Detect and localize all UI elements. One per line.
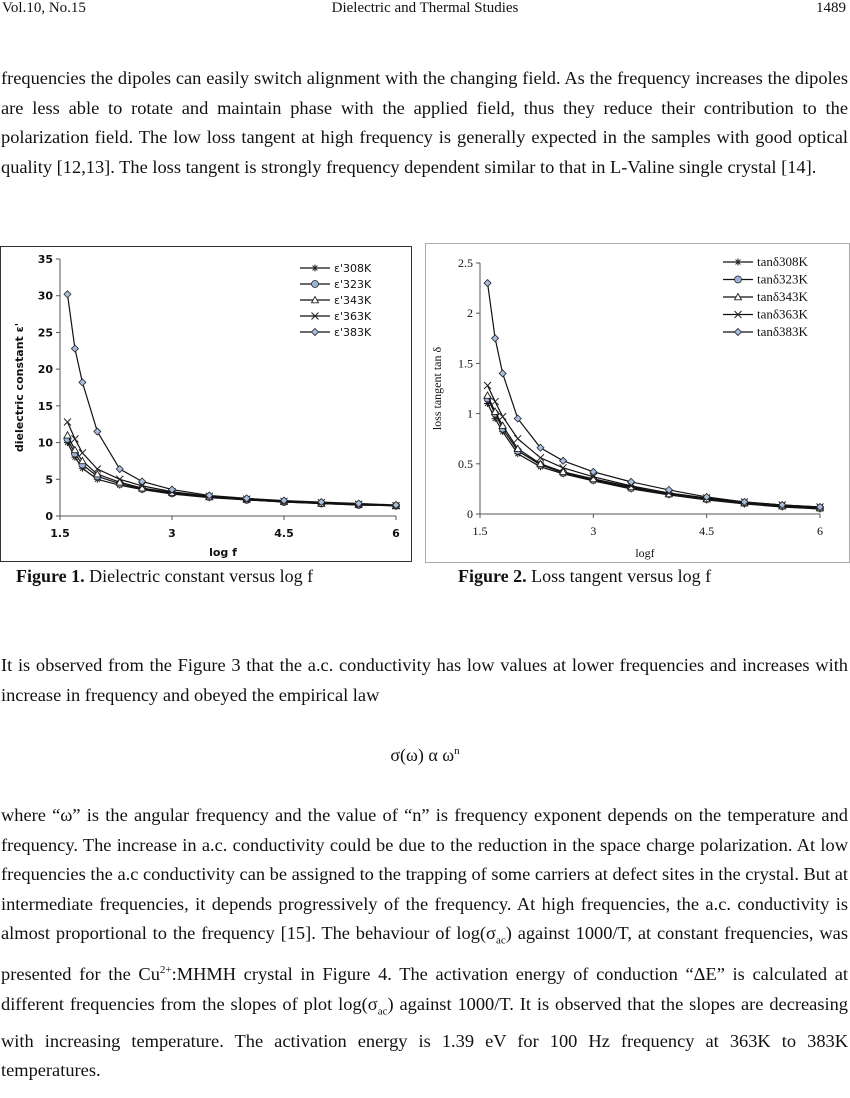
paragraph-3-part-a: where “ω” is the angular frequency and the value of “n” is frequency exponent depends on the temperature and frequency. The increase in a.c. conductivity could be due to the reduction in the space charge polarization. At low frequencies the a.c conductivity can be assigned to the trapping of some carriers at defect sites in the crystal. But at intermediate frequencies, it depends progressively of the frequency. At high frequencies, the a.c. conductivity is almost proportional to the frequency [15]. The behaviour of log(σ — [1, 805, 848, 943]
legend-label: ε'323K — [334, 278, 372, 291]
legend-label: ε'308K — [334, 262, 372, 275]
paragraph-3 — [1, 801, 848, 1086]
y-tick-label: 2.5 — [458, 256, 473, 270]
running-title: Dielectric and Thermal Studies — [331, 0, 519, 16]
legend-label: ε'343K — [334, 294, 372, 307]
x-axis-label: logf — [635, 546, 655, 560]
x-tick-label: 3 — [590, 524, 597, 538]
paragraph-2: It is observed from the Figure 3 that the a.c. conductivity has low values at lower frequencies and increases with increase in frequency and obeyed the empirical law — [1, 655, 848, 705]
y-axis-label: dielectric constant ε' — [13, 322, 26, 453]
legend-label: tanδ308K — [757, 254, 808, 269]
formula-exponent: n — [454, 745, 460, 757]
paragraph-3-part-d: ) against 1000/T. It is observed that the slopes are decreasing with increasing temperature. The activation energy is 1.39 eV for 100 Hz frequency at 363K to 383K temperatures. — [1, 993, 848, 1081]
legend-label: ε'383K — [334, 326, 372, 339]
sigma-ac-subscript: ac — [377, 1005, 388, 1018]
paragraph-1: frequencies the dipoles can easily switch alignment with the changing field. As the frequency increases the dipoles are less able to rotate and maintain phase with the applied field, thus they reduce their contribution to the polarization field. The low loss tangent at high frequency is generally expected in the samples with good optical quality [12,13]. The loss tangent is strongly frequency dependent similar to that in L-Valine single crystal [14]. — [1, 68, 848, 177]
copper-charge-superscript: 2+ — [159, 964, 172, 977]
legend-label: tanδ363K — [757, 306, 808, 322]
y-tick-label: 0 — [467, 507, 473, 521]
y-tick-label: 5 — [45, 473, 53, 487]
y-axis-label: loss tangent tan δ — [430, 346, 444, 431]
y-tick-label: 30 — [37, 289, 53, 303]
x-tick-label: 4.5 — [274, 527, 294, 540]
empirical-law-formula — [0, 745, 850, 766]
figure-2-caption-text: Loss tangent versus log f — [531, 566, 712, 586]
y-tick-label: 2 — [467, 306, 473, 321]
legend-label: tanδ383K — [757, 324, 808, 339]
x-tick-label: 4.5 — [699, 524, 715, 538]
legend-label: tanδ343K — [757, 289, 808, 304]
legend-label: ε'363K — [334, 310, 372, 323]
figure-1-caption-text: Dielectric constant versus log f — [89, 566, 314, 586]
page-header — [0, 0, 850, 22]
figure-2-label: Figure 2. — [458, 566, 527, 586]
figure-1-chart — [0, 246, 412, 562]
y-tick-label: 0.5 — [458, 456, 473, 471]
paragraph-3-part-c: :MHMH crystal in Figure 4. The activation energy of conduction “ΔE” is calculated at different frequencies from the slopes of plot log(σ — [1, 964, 849, 1014]
legend-marker — [312, 281, 319, 288]
sigma-ac-subscript: ac — [495, 934, 506, 947]
y-tick-label: 35 — [37, 253, 53, 266]
figure-2-chart — [425, 243, 850, 563]
legend-label: tanδ323K — [757, 271, 808, 287]
formula-base: σ(ω) α ω — [390, 745, 455, 765]
y-tick-label: 0 — [45, 510, 53, 523]
y-tick-label: 25 — [37, 326, 53, 340]
figure-1-label: Figure 1. — [16, 566, 85, 586]
figure-2-caption — [458, 566, 711, 587]
journal-volume: Vol.10, No.15 — [2, 0, 86, 16]
y-tick-label: 10 — [37, 436, 53, 450]
legend-marker — [735, 276, 742, 283]
figure-1-caption — [16, 566, 313, 587]
y-tick-label: 15 — [37, 399, 53, 413]
page-number: 1489 — [816, 0, 846, 16]
x-tick-label: 6 — [392, 527, 400, 540]
y-tick-label: 20 — [37, 363, 53, 377]
y-tick-label: 1 — [467, 406, 473, 421]
x-tick-label: 6 — [817, 524, 823, 538]
x-axis-label: log f — [209, 546, 237, 559]
paragraph-3-part-b: ) against 1000/T, at constant frequencies, was presented for the Cu — [1, 923, 848, 985]
y-tick-label: 1.5 — [458, 356, 473, 371]
x-tick-label: 3 — [168, 527, 176, 540]
x-tick-label: 1.5 — [472, 524, 488, 538]
x-tick-label: 1.5 — [50, 527, 70, 540]
